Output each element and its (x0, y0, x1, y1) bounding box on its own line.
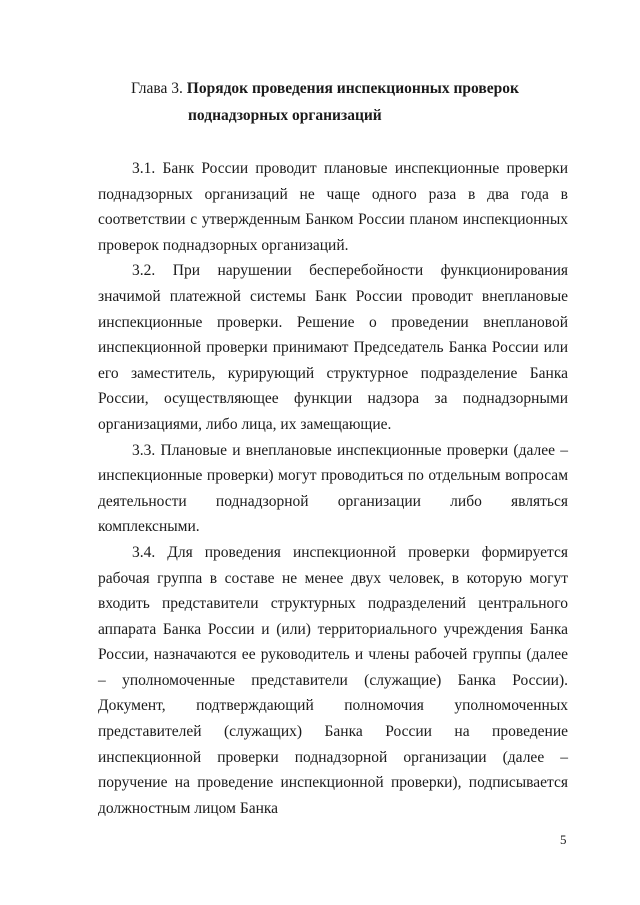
paragraph-3-1: 3.1. Банк России проводит плановые инспекционные проверки поднадзорных организаций не чаще одного раза в два года в соответствии с утвержденным Банком России планом инспекционных проверок поднадзорных организаций. (98, 160, 568, 254)
page-number: 5 (560, 832, 567, 847)
paragraph-3-2: 3.2. При нарушении бесперебойности функционирования значимой платежной системы Банк России проводит внеплановые инспекционные проверки. Решение о проведении внеплановой инспекционной проверки принимают Председатель Банка России или его заместитель, курирующий структурное подразделение Банка России, осуществляющее функции надзора за поднадзорными организациями, либо лица, их замещающие. (98, 262, 568, 433)
chapter-heading-line1 (131, 76, 519, 102)
document-body (98, 156, 568, 821)
paragraph-3-3: 3.3. Плановые и внеплановые инспекционные проверки (далее – инспекционные проверки) могут проводиться по отдельным вопросам деятельности поднадзорной организации либо являться комплексными. (98, 441, 568, 536)
chapter-heading-line2 (188, 103, 382, 129)
chapter-label: Глава 3. (131, 80, 183, 97)
chapter-title-line2: поднадзорных организаций (188, 107, 382, 124)
paragraph-3-4: 3.4. Для проведения инспекционной проверки формируется рабочая группа в составе не менее двух человек, в которую могут входить представители структурных подразделений центрального аппарата Банка России и (или) территориального учреждения Банка России, назначаются ее руководитель и члены рабочей группы (далее – уполномоченные представители (служащие) Банка России). Документ, подтверждающий полномочия уполномоченных представителей (служащих) Банка России на проведение инспекционной проверки поднадзорной организации (далее – поручение на проведение инспекционной проверки), подписывается должностным лицом Банка (98, 543, 568, 817)
chapter-title-line1: Порядок проведения инспекционных проверок (186, 80, 519, 97)
